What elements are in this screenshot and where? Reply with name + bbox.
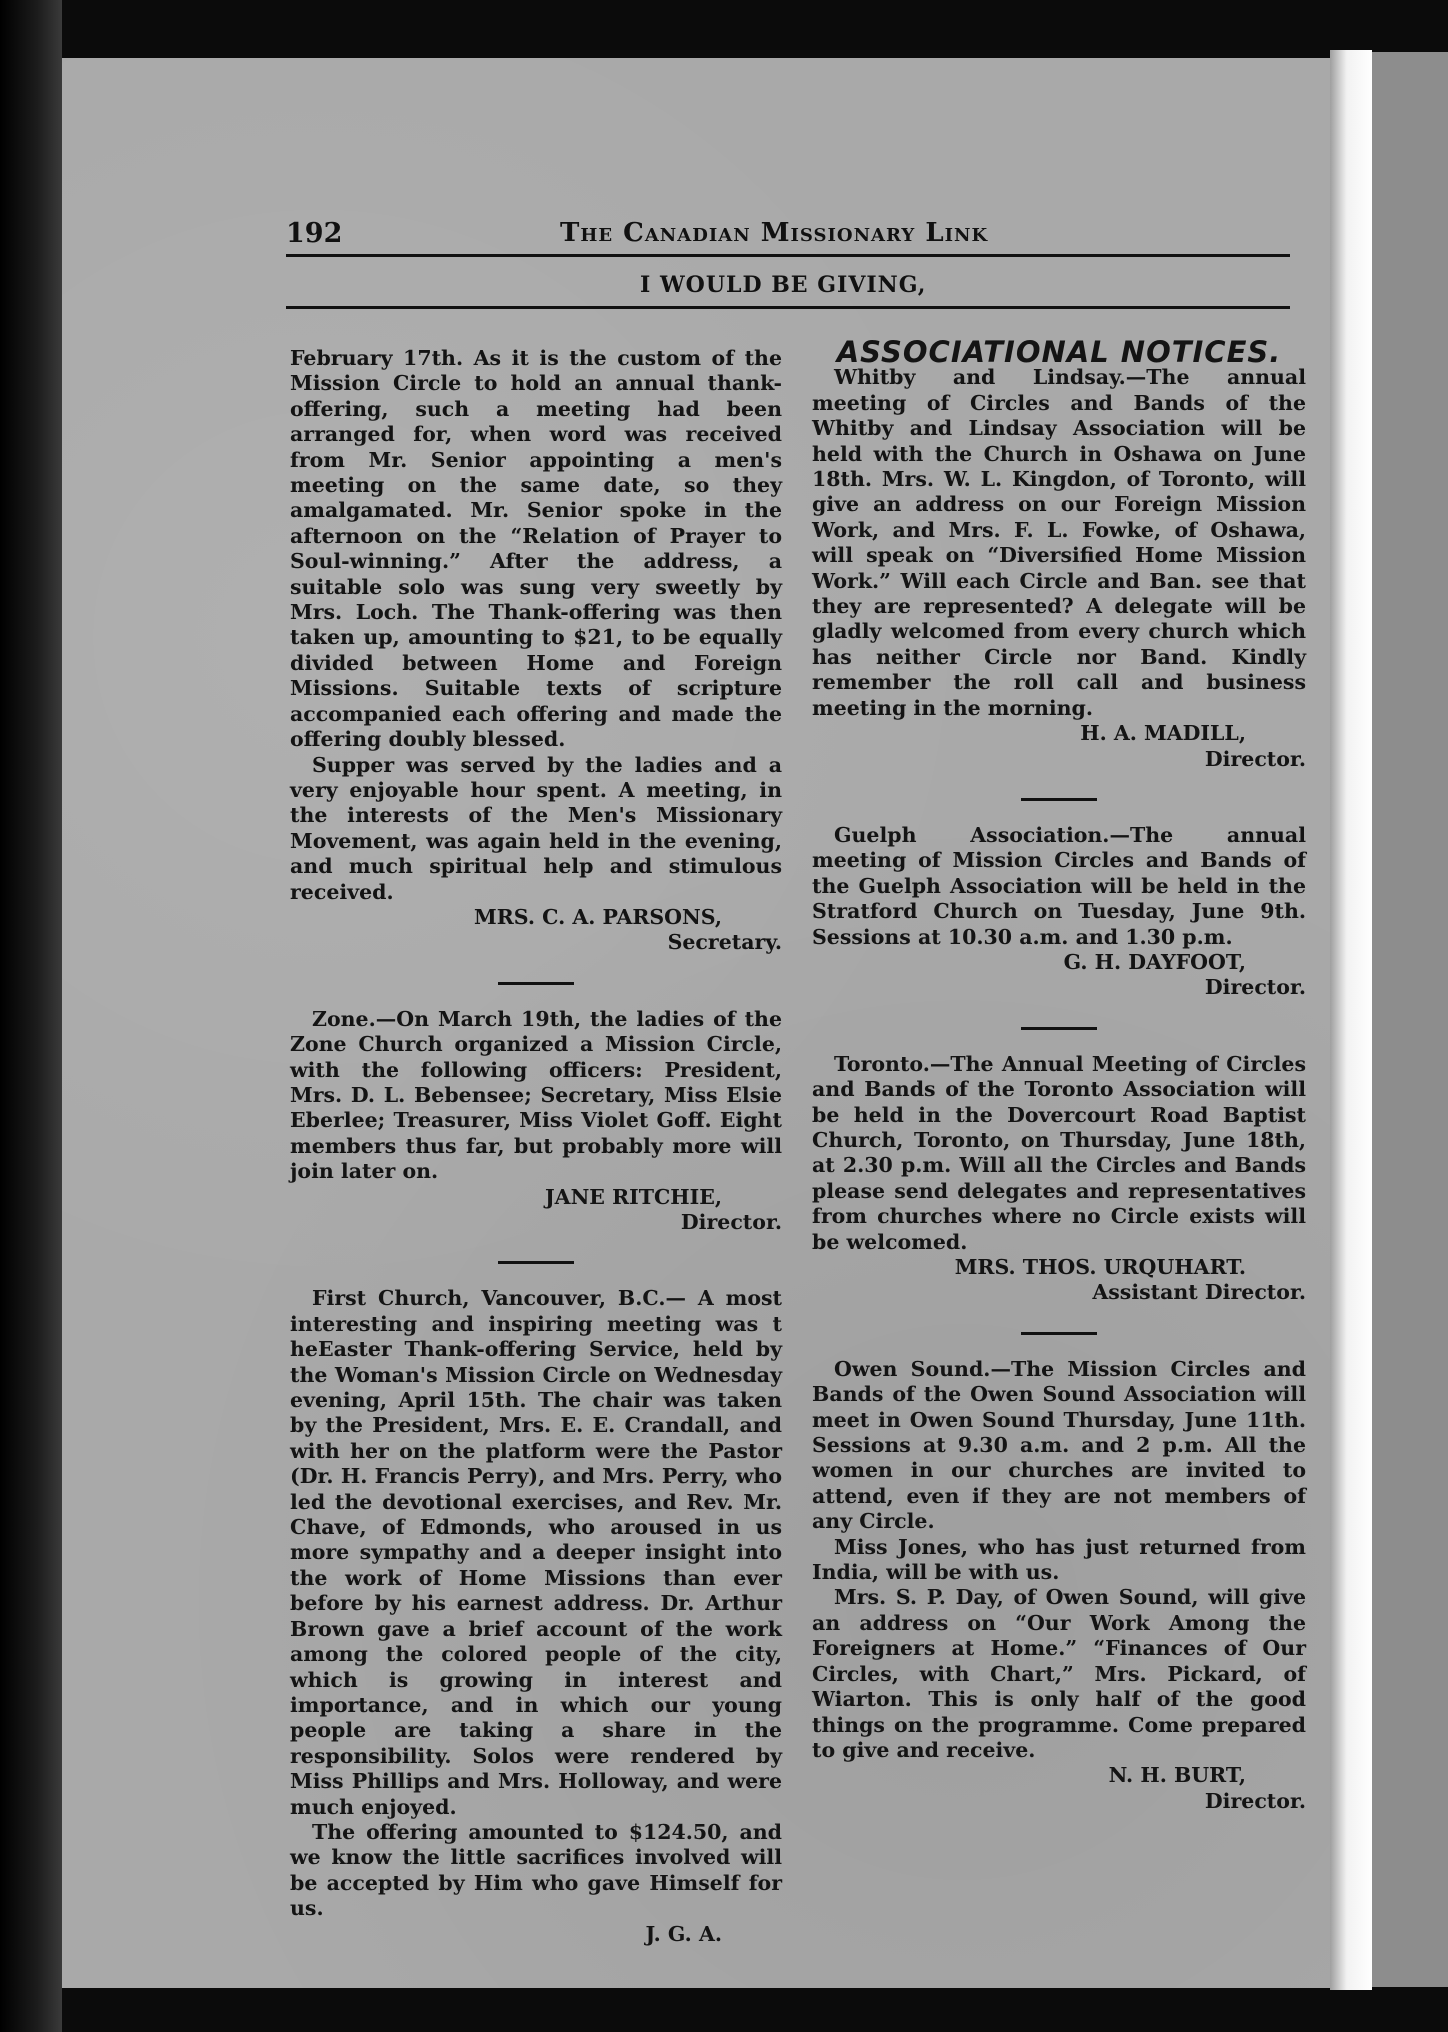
supper-paragraph: Supper was served by the ladies and a very enjoyable hour spent. A meeting, in the interests of the Men's Missionary Movement, was again held in the evening, and much spiritual help and stimulous received. (290, 752, 782, 904)
signature-title: Assistant Director. (1092, 1280, 1306, 1305)
signature (812, 721, 1306, 746)
signature (812, 1763, 1306, 1788)
signature-title: Director. (1204, 975, 1306, 1000)
offering-paragraph: The offering amounted to $124.50, and we know the little sacrifices involved will be accepted by Him who gave Himself for us. (290, 1819, 782, 1921)
notice-body: —The annual meeting of Mission Circles and Bands of the Guelph Association will be held in the Stratford Church on Tuesday, June 9th. Sessions at 10.30 a.m. and 1.30 p.m. (812, 822, 1306, 949)
running-title: The Canadian Missionary Link (560, 218, 989, 248)
separator (1021, 1332, 1097, 1335)
toronto-notice (812, 1052, 1306, 1255)
signature-name: N. H. BURT, (1108, 1763, 1246, 1788)
header-rule-bottom (286, 306, 1290, 309)
notice-lead: Toronto. (834, 1051, 930, 1076)
section-heading: ASSOCIATIONAL NOTICES. (836, 335, 1282, 369)
signature-title: Secretary. (667, 930, 782, 955)
left-column (290, 346, 782, 1947)
owen-sound-jones: Miss Jones, who has just returned from India, will be with us. (812, 1534, 1306, 1585)
separator (1021, 1027, 1097, 1030)
page-gutter (1330, 50, 1372, 1990)
notice-body: —The Annual Meeting of Circles and Bands of the Toronto Association will be held in the Dovercourt Road Baptist Church, Toronto, on Thursday, June 18th, at 2.30 p.m. Will all the Circles and Bands please send delegates and representatives from churches where no Circle exists will be welcomed. (812, 1051, 1306, 1254)
adjacent-page-edge (1372, 52, 1448, 1987)
signature (290, 1185, 782, 1210)
signature-name: JANE RITCHIE, (544, 1184, 722, 1209)
signature-name: G. H. DAYFOOT, (1063, 949, 1246, 974)
notice-body: —On March 19th, the ladies of the Zone Church organized a Mission Circle, with the following officers: President, Mrs. D. L. Bebensee; Secretary, Miss Elsie Eberlee; Treasurer, Miss Violet Goff. Eight members thus far, but probably more will join later on. (290, 1006, 782, 1184)
guelph-notice (812, 823, 1306, 950)
signature-title: Director. (1204, 1788, 1306, 1813)
signature (290, 1922, 782, 1947)
signature-name: H. A. MADILL, (1080, 721, 1246, 746)
notice-lead: Owen Sound. (834, 1356, 991, 1381)
signature-title: Director. (1204, 746, 1306, 771)
header-rule-top (286, 254, 1290, 257)
notice-lead: First Church, Vancouver, B.C. (312, 1286, 666, 1311)
signature (290, 905, 782, 930)
notice-lead: Whitby and Lindsay. (834, 365, 1126, 390)
right-column (812, 335, 1307, 1814)
binding-shadow (0, 0, 62, 2032)
owen-sound-programme: Mrs. S. P. Day, of Owen Sound, will give an address on “Our Work Among the Foreigners at Home.” “Finances of Our Circles, with Chart,” Mrs. Pickard, of Wiarton. This is only half of the good things on the programme. Come prepared to give and receive. (812, 1585, 1306, 1762)
intro-paragraph: February 17th. As it is the custom of the Mission Circle to hold an annual thank-offering, such a meeting had been arranged for, when word was received from Mr. Senior appointing a men's meeting on the same date, so they amalgamated. Mr. Senior spoke in the afternoon on the “Relation of Prayer to Soul-winning.” After the address, a suitable solo was sung very sweetly by Mrs. Loch. The Thank-offering was then taken up, amounting to $21, to be equally divided between Home and Foreign Missions. Suitable texts of scripture accompanied each offering and made the offering doubly blessed. (290, 346, 782, 752)
zone-notice (290, 1007, 782, 1185)
signature (812, 950, 1306, 975)
whitby-notice (812, 365, 1306, 721)
separator (1021, 798, 1097, 801)
notice-body: —The annual meeting of Circles and Bands of the Whitby and Lindsay Association will be held with the Church in Oshawa on June 18th. Mrs. W. L. Kingdon, of Toronto, will give an address on our Foreign Mission Work, and Mrs. F. L. Fowke, of Oshawa, will speak on “Diversified Home Mission Work.” Will each Circle and Ban. see that they are represented? A delegate will be gladly welcomed from every church which has neither Circle nor Band. Kindly remember the roll call and business meeting in the morning. (812, 365, 1307, 720)
notice-body: — A most interesting and inspiring meeting was t heEaster Thank-offering Service, held by the Woman's Mission Circle on Wednesday evening, April 15th. The chair was taken by the President, Mrs. E. E. Crandall, and with her on the platform were the Pastor (Dr. H. Francis Perry), and Mrs. Perry, who led the devotional exercises, and Rev. Mr. Chave, of Edmonds, who aroused in us more sympathy and a deeper insight into the work of Home Missions than ever before by his earnest address. Dr. Arthur Brown gave a brief account of the work among the colored people of the city, which is growing in interest and importance, and in which our young people are taking a share in the responsibility. Solos were rendered by Miss Phillips and Mrs. Holloway, and were much enjoyed. (290, 1286, 782, 1819)
signature-name: MRS. THOS. URQUHART. (954, 1255, 1246, 1279)
page-number: 192 (286, 218, 343, 249)
first-church-notice (290, 1286, 782, 1820)
signature (812, 1255, 1306, 1280)
signature-name: J. G. A. (645, 1921, 722, 1946)
notice-lead: Zone. (312, 1006, 376, 1031)
motto: I WOULD BE GIVING, (640, 272, 927, 298)
notice-lead: Guelph Association. (834, 822, 1110, 847)
notice-body: —The Mission Circles and Bands of the Owen Sound Association will meet in Owen Sound Thursday, June 11th. Sessions at 9.30 a.m. and 2 p.m. All the women in our churches are invited to attend, even if they are not members of any Circle. (812, 1356, 1306, 1534)
owen-sound-notice (812, 1357, 1306, 1535)
signature-name: MRS. C. A. PARSONS, (474, 904, 722, 929)
signature-title: Director. (680, 1210, 782, 1234)
separator (498, 982, 574, 985)
separator (498, 1261, 574, 1264)
